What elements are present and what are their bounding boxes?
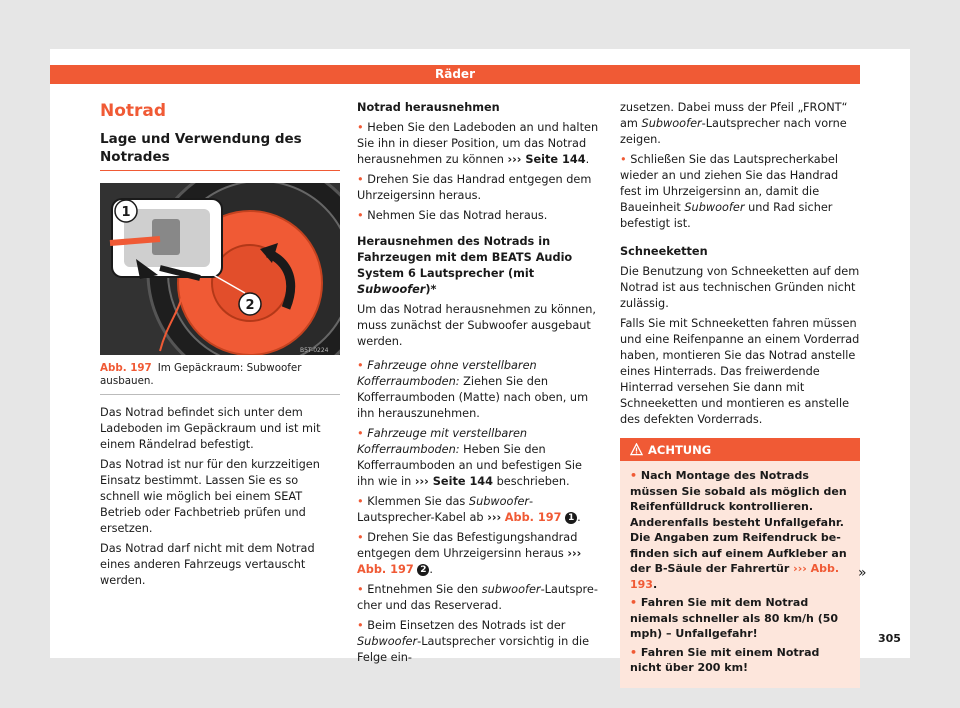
warning-title: ACHTUNG: [648, 443, 712, 457]
link-page-144[interactable]: ››› Seite 144: [507, 153, 586, 166]
bullet-dot: •: [620, 153, 627, 166]
bullet-dot: •: [357, 209, 364, 222]
warning-item-2: • Fahren Sie mit dem Notrad niemals schneller als 80 km/h (50 mph) – Unfallgefahr!: [630, 596, 839, 640]
col1-paragraph-1: Das Notrad befindet sich unter dem Ladeboden im Gepäckraum und ist mit einem Rändelrad befestigt.: [100, 406, 321, 451]
section-subtitle: Lage und Verwendung des Notrades: [100, 130, 340, 171]
column-2: [357, 100, 601, 670]
step-reconnect-cable: • Schließen Sie das Lautsprecherkabel wieder an und ziehen Sie das Handrad fest im Uhrzeigersinn an, damit die Baueinheit Subwoofer und Rad sicher befestigt ist.: [620, 153, 839, 230]
callout-badge-1: 1: [565, 512, 577, 524]
step-take-out-speaker: • Entnehmen Sie den subwoofer-Lautsprecher und das Reserverad.: [357, 583, 598, 612]
step-unscrew-handwheel: • Drehen Sie das Handrad entgegen dem Uhrzeigersinn heraus.: [357, 173, 592, 202]
bullet-dot: •: [357, 121, 364, 134]
step-remove-wheel: • Nehmen Sie das Notrad heraus.: [357, 209, 548, 222]
step-disconnect-cable: • Klemmen Sie das Subwoofer-Lautsprecher-Kabel ab ››› Abb. 197 1 .: [357, 495, 581, 524]
link-fig-197[interactable]: Abb. 197: [504, 511, 562, 524]
step-insert-spare: • Beim Einsetzen des Notrads ist der Subwoofer-Lautsprecher vorsichtig in die Felge ein-: [357, 619, 590, 664]
paragraph-beats: Um das Notrad herausnehmen zu können, muss zunächst der Subwoofer ausgebaut werden.: [357, 303, 597, 348]
paragraph-continuation: zusetzen. Dabei muss der Pfeil „FRONT“ am Subwoofer-Lautsprecher nach vorne zeigen.: [620, 101, 848, 146]
heading-beats-audio: Herausnehmen des Notrads in Fahrzeugen mit dem BEATS Audio System 6 Lautsprecher (mit Subwoofer)*: [357, 235, 573, 296]
figure-caption-text: Im Gepäckraum: Subwoofer ausbauen.: [100, 362, 302, 387]
bullet-dot: •: [357, 619, 364, 632]
page-number: 305: [878, 632, 901, 645]
figure-callout-1: 1: [121, 205, 131, 220]
paragraph-chains-1: Die Benutzung von Schneeketten auf dem Notrad ist aus technischen Gründen nicht zulässig.: [620, 265, 860, 310]
warning-header: [620, 439, 860, 461]
heading-remove-spare: Notrad herausnehmen: [357, 101, 500, 114]
figure-label: Abb. 197: [100, 362, 152, 374]
step-adjustable-floor: • Fahrzeuge mit verstellbaren Kofferraumboden: Heben Sie den Kofferraumboden an und befestigen Sie ihn wie in ››› Seite 144 beschrieben.: [357, 427, 583, 488]
col1-paragraph-2: Das Notrad ist nur für den kurzzeitigen Einsatz bestimmt. Lassen Sie es so schnell wie möglich bei einem SEAT Betrieb oder Fachbetrieb prüfen und ersetzen.: [100, 458, 320, 535]
callout-badge-2: 2: [417, 564, 429, 576]
bullet-dot: •: [357, 427, 364, 440]
bullet-dot: •: [357, 495, 364, 508]
chapter-header: Räder: [50, 65, 860, 84]
bullet-dot: •: [357, 173, 364, 186]
section-title: Notrad: [100, 101, 167, 121]
column-3: [620, 100, 860, 688]
warning-body: [620, 461, 860, 688]
paragraph-chains-2: Falls Sie mit Schneeketten fahren müssen und eine Reifenpanne an einem Vorderrad haben, montieren Sie das Notrad anstelle eines Hinterrads. Das freiwerdende Hinterrad versehen Sie dann mit Schneeketten und montieren es anstelle des defekten Vorderrads.: [620, 317, 860, 426]
bullet-dot: •: [357, 583, 364, 596]
link-fig-193[interactable]: ››› Abb. 193: [630, 562, 840, 591]
bullet-dot: •: [357, 531, 364, 544]
link-fig-197-b[interactable]: Abb. 197: [357, 563, 414, 576]
warning-item-3: • Fahren Sie mit einem Notrad nicht über 200 km!: [630, 645, 820, 674]
column-1: [100, 100, 340, 593]
warning-box: [620, 438, 860, 688]
figure-callout-2: 2: [245, 298, 255, 313]
warning-item-1: • Nach Montage des Notrads müssen Sie sobald als möglich den Reifenfülldruck kontrollieren. Anderenfalls besteht Unfallgefahr. Die Angaben zum Reifendruck befinden sich auf einem Aufkleber an der B-Säule der Fahrertür ››› Abb. 193.: [630, 469, 847, 591]
warning-triangle-icon: [630, 443, 643, 456]
figure-spare-wheel: [100, 183, 340, 355]
spare-wheel-illustration: [100, 183, 340, 355]
step-unscrew-fastener: • Drehen Sie das Befestigungshandrad entgegen dem Uhrzeigersinn heraus ››› Abb. 197 2 .: [357, 531, 582, 576]
heading-snow-chains: Schneeketten: [620, 245, 708, 258]
continue-mark: »: [858, 565, 867, 581]
step-no-adjustable-floor: • Fahrzeuge ohne verstellbaren Kofferraumboden: Ziehen Sie den Kofferraumboden (Matte) nach oben, um ihn herauszunehmen.: [357, 359, 589, 420]
bullet-dot: •: [357, 359, 364, 372]
col1-paragraph-3: Das Notrad darf nicht mit dem Notrad eines anderen Fahrzeugs vertauscht werden.: [100, 542, 315, 587]
step-lift-floor: • Heben Sie den Ladeboden an und halten Sie ihn in dieser Position, um das Notrad herausnehmen zu können ››› Seite 144.: [357, 121, 599, 166]
link-page-144-b[interactable]: ››› Seite 144: [414, 475, 494, 488]
figure-caption: [100, 362, 340, 395]
figure-code: B5T-0224: [300, 347, 329, 354]
